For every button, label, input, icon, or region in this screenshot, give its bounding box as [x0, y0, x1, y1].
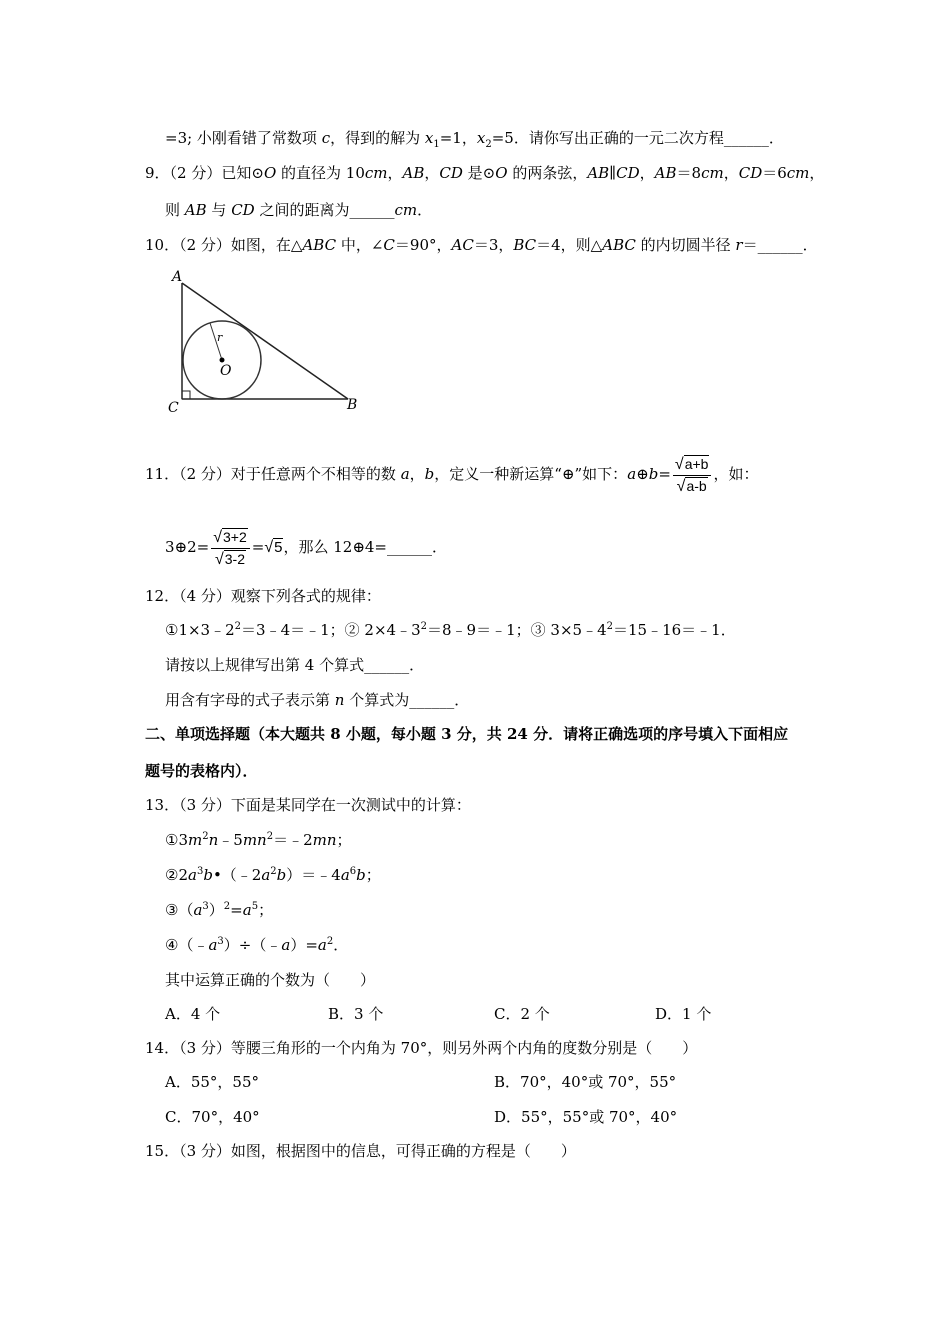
question-13-item-2: $②2a^3b•(﹣2a^2b)=﹣4a^6b$； [165, 866, 381, 884]
q13-option-d[interactable]: D．1 个 [655, 1005, 712, 1023]
side-ab [182, 283, 348, 399]
q13-option-a[interactable]: A．4 个 [165, 1005, 221, 1023]
question-12-ask-2: 用含有字母的式子表示第 n 个算式为______． [165, 691, 470, 709]
question-score: （4 分） [179, 587, 231, 605]
label-b: B [347, 397, 358, 413]
question-score: （3 分） [179, 796, 231, 814]
center-point [220, 358, 225, 363]
question-score: （2 分） [169, 164, 222, 182]
example-fraction: $\frac{√3+2}{√3-2}$ [211, 527, 250, 570]
label-r: r [217, 331, 223, 344]
section-2-heading: 二、单项选择题（本大题共 8 小题，每小题 3 分，共 24 分．请将正确选项的序号填入下面相应 [145, 725, 789, 743]
question-14: 14．（3 分）等腰三角形的一个内角为 70°，则另外两个内角的度数分别是（ ） [145, 1039, 698, 1057]
question-number: 14． [145, 1039, 180, 1057]
question-13: 13．（3 分）下面是某同学在一次测试中的计算： [145, 796, 471, 814]
q13-option-c[interactable]: C．2 个 [494, 1005, 550, 1023]
question-9-line-2: 则 AB 与 CD 之间的距离为______cm． [165, 201, 433, 219]
question-13-item-3: $③(a^3)^2=a^5$； [165, 901, 274, 919]
question-number: 11． [145, 465, 180, 483]
question-10: 10．（2 分）如图，在△ABC 中，∠C＝90°，AC＝3，BC＝4，则△ABC 的内切圆半径 r＝______． [145, 236, 818, 254]
label-c: C [168, 400, 179, 416]
question-number: 15． [145, 1142, 180, 1160]
question-15: 15．（3 分）如图，根据图中的信息，可得正确的方程是（ ） [145, 1142, 576, 1160]
question-number: 10． [145, 236, 180, 254]
q14-option-c[interactable]: C．70°，40° [165, 1108, 260, 1126]
right-angle-mark [182, 391, 190, 399]
question-number: 9． [145, 164, 170, 182]
question-number: 13． [145, 796, 180, 814]
question-11: 11．（2 分）对于任意两个不相等的数 a，b，定义一种新运算“⊕”如下：a⊕b= $\frac{√a+b}{√a-b}$ ，如： [145, 455, 759, 495]
definition-fraction: $\frac{√a+b}{√a-b}$ [673, 454, 712, 497]
triangle-incircle-figure [165, 265, 375, 420]
question-11-example: 3⊕2= $\frac{√3+2}{√3-2}$ =√5，那么 12⊕4=______． [165, 528, 448, 568]
q14-option-b[interactable]: B．70°，40°或 70°，55° [494, 1073, 677, 1091]
question-12: 12．（4 分）观察下列各式的规律： [145, 587, 381, 605]
question-score: （2 分） [179, 236, 231, 254]
section-2-heading-line-2: 题号的表格内）． [145, 762, 258, 780]
q14-option-a[interactable]: A．55°，55° [165, 1073, 260, 1091]
question-score: （2 分） [179, 465, 231, 483]
label-a: A [172, 269, 183, 285]
question-13-item-4: $④(﹣a^3)\div(﹣a)=a^2$． [165, 936, 349, 954]
q13-option-b[interactable]: B．3 个 [328, 1005, 384, 1023]
question-number: 12． [145, 587, 180, 605]
question-9: 9．（2 分）已知⊙O 的直径为 10cm，AB，CD 是⊙O 的两条弦，AB∥CD，AB＝8cm，CD＝6cm， [145, 164, 825, 182]
label-o: O [220, 363, 232, 379]
question-12-pattern: $①1\times 3﹣2^2=3﹣4=﹣1$；② $2\times 4﹣3^2=8﹣9=﹣1$；③ $3\times 5﹣4^2=15﹣16=﹣1$． [165, 621, 736, 639]
q14-option-d[interactable]: D．55°，55°或 70°，40° [494, 1108, 678, 1126]
q8-continuation: =3; 小刚看错了常数项 c，得到的解为 $x_1=1$，$x_2=5$．请你写出正确的一元二次方程______． [165, 129, 784, 150]
question-13-item-1: $①3m^2n﹣5mn^2=﹣2mn$； [165, 831, 352, 849]
question-13-ask: 其中运算正确的个数为（ ） [165, 971, 376, 989]
question-score: （3 分） [179, 1142, 231, 1160]
question-score: （3 分） [179, 1039, 231, 1057]
question-12-ask-1: 请按以上规律写出第 4 个算式______． [165, 656, 425, 674]
